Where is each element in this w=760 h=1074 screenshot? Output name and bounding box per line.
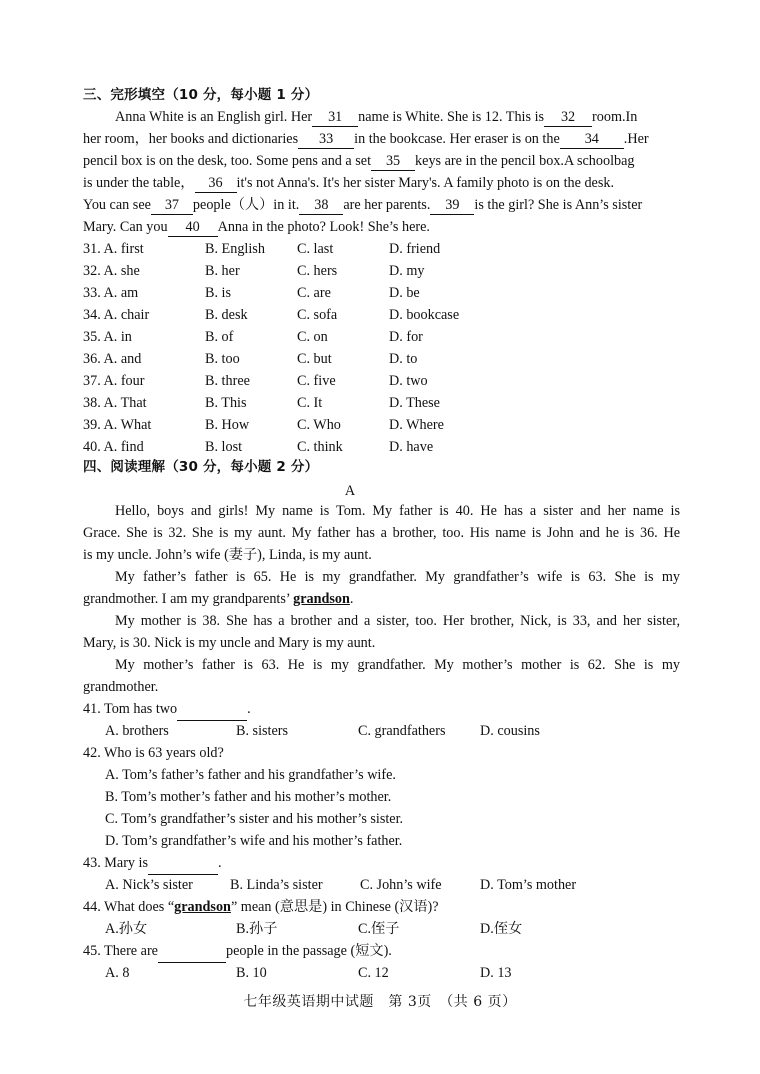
- passage-line-5: grandmother. I am my grandparents’ grandson.: [83, 591, 354, 607]
- option-36c: C. but: [297, 351, 332, 367]
- option-45d: D. 13: [480, 965, 512, 981]
- cloze-line-1: Anna White is an English girl. Her 31 name is White. She is 12. This is 32 room.In: [115, 109, 638, 125]
- cloze-line-4: is under the table， 36 it's not Anna's. It's her sister Mary's. A family photo is on the desk.: [83, 175, 614, 191]
- option-32a: 32. A. she: [83, 263, 140, 279]
- option-35a: 35. A. in: [83, 329, 132, 345]
- option-36d: D. to: [389, 351, 418, 367]
- option-35c: C. on: [297, 329, 328, 345]
- blank-31: 31: [312, 108, 358, 127]
- answer-blank-45: [158, 940, 226, 963]
- blank-36: 36: [195, 174, 237, 193]
- question-43: 43. Mary is .: [83, 852, 683, 875]
- option-33b: B. is: [205, 285, 232, 301]
- option-38d: D. These: [389, 395, 440, 411]
- option-42c: C. Tom’s grandfather’s sister and his mother’s sister.: [105, 811, 404, 827]
- option-43d: D. Tom’s mother: [480, 877, 577, 893]
- option-43a: A. Nick’s sister: [105, 877, 193, 893]
- grandson-word: grandson: [293, 591, 350, 607]
- option-42b: B. Tom’s mother’s father and his mother’s mother.: [105, 789, 392, 805]
- cloze-line-6: Mary. Can you 40 Anna in the photo? Look! She’s here.: [83, 219, 430, 235]
- option-36a: 36. A. and: [83, 351, 142, 367]
- passage-label: A: [344, 483, 356, 499]
- option-35b: B. of: [205, 329, 234, 345]
- option-41c: C. grandfathers: [358, 723, 446, 739]
- option-44b: B.孙子: [236, 921, 278, 937]
- option-38b: B. This: [205, 395, 247, 411]
- option-32d: D. my: [389, 263, 425, 279]
- grandson-word-q44: grandson: [174, 899, 231, 915]
- passage-line-4: My father’s father is 65. He is my grandfather. My grandfather’s wife is 63. She is my: [115, 569, 680, 585]
- option-39b: B. How: [205, 417, 250, 433]
- option-40d: D. have: [389, 439, 434, 455]
- section-4-title: 四、阅读理解（30 分，每小题 2 分）: [83, 459, 319, 475]
- option-44c: C.侄子: [358, 921, 400, 937]
- blank-32: 32: [544, 108, 592, 127]
- question-44: 44. What does “grandson” mean (意思是) in Chinese (汉语)?: [83, 899, 439, 915]
- option-37c: C. five: [297, 373, 336, 389]
- blank-33: 33: [298, 130, 354, 149]
- option-32b: B. her: [205, 263, 240, 279]
- option-36b: B. too: [205, 351, 240, 367]
- option-31b: B. English: [205, 241, 265, 257]
- option-31a: 31. A. first: [83, 241, 144, 257]
- option-33d: D. be: [389, 285, 420, 301]
- option-35d: D. for: [389, 329, 423, 345]
- option-31d: D. friend: [389, 241, 441, 257]
- cloze-line-3: pencil box is on the desk, too. Some pens and a set 35 keys are in the pencil box.A schoolbag: [83, 153, 635, 169]
- option-37b: B. three: [205, 373, 250, 389]
- option-34a: 34. A. chair: [83, 307, 150, 323]
- option-34b: B. desk: [205, 307, 248, 323]
- option-40a: 40. A. find: [83, 439, 144, 455]
- option-34d: D. bookcase: [389, 307, 460, 323]
- passage-line-9: grandmother.: [83, 679, 159, 695]
- option-40c: C. think: [297, 439, 343, 455]
- option-37d: D. two: [389, 373, 428, 389]
- option-45c: C. 12: [358, 965, 389, 981]
- cloze-line-5: You can see 37 people（人）in it. 38 are her parents. 39 is the girl? She is Ann’s sister: [83, 197, 643, 213]
- question-42: 42. Who is 63 years old?: [83, 745, 224, 761]
- option-44d: D.侄女: [480, 921, 523, 937]
- answer-blank-43: [148, 852, 218, 875]
- question-45: 45. There are people in the passage (短文).: [83, 940, 683, 963]
- option-38a: 38. A. That: [83, 395, 147, 411]
- option-32c: C. hers: [297, 263, 338, 279]
- option-39c: C. Who: [297, 417, 341, 433]
- option-42d: D. Tom’s grandfather’s wife and his mother’s father.: [105, 833, 403, 849]
- option-37a: 37. A. four: [83, 373, 145, 389]
- option-41b: B. sisters: [236, 723, 289, 739]
- passage-line-2: Grace. She is 32. She is my aunt. My father has a brother, too. His name is John and he is 36. He: [83, 525, 680, 541]
- option-41a: A. brothers: [105, 723, 169, 739]
- passage-line-8: My mother’s father is 63. He is my grandfather. My mother’s mother is 62. She is my: [115, 657, 680, 673]
- passage-line-7: Mary, is 30. Nick is my uncle and Mary is my aunt.: [83, 635, 376, 651]
- option-33c: C. are: [297, 285, 331, 301]
- option-40b: B. lost: [205, 439, 243, 455]
- option-33a: 33. A. am: [83, 285, 139, 301]
- section-3-title: 三、完形填空（10 分，每小题 1 分）: [83, 87, 319, 103]
- passage-line-1: Hello, boys and girls! My name is Tom. My father is 40. He has a sister and her name is: [115, 503, 680, 519]
- blank-37: 37: [151, 196, 193, 215]
- option-38c: C. It: [297, 395, 323, 411]
- option-41d: D. cousins: [480, 723, 540, 739]
- passage-line-6: My mother is 38. She has a brother and a sister, too. Her brother, Nick, is 33, and her sister,: [115, 613, 680, 629]
- page-footer: 七年级英语期中试题 第 3页 （共 6 页）: [243, 994, 517, 1010]
- option-43b: B. Linda’s sister: [230, 877, 323, 893]
- question-41: 41. Tom has two .: [83, 698, 683, 721]
- option-39a: 39. A. What: [83, 417, 152, 433]
- option-45b: B. 10: [236, 965, 267, 981]
- blank-40: 40: [168, 218, 218, 237]
- option-31c: C. last: [297, 241, 334, 257]
- option-34c: C. sofa: [297, 307, 338, 323]
- option-44a: A.孙女: [105, 921, 148, 937]
- option-45a: A. 8: [105, 965, 130, 981]
- answer-blank-41: [177, 698, 247, 721]
- blank-35: 35: [371, 152, 415, 171]
- option-43c: C. John’s wife: [360, 877, 442, 893]
- blank-38: 38: [299, 196, 343, 215]
- option-42a: A. Tom’s father’s father and his grandfather’s wife.: [105, 767, 396, 783]
- blank-39: 39: [430, 196, 474, 215]
- option-39d: D. Where: [389, 417, 444, 433]
- passage-line-3: is my uncle. John’s wife (妻子), Linda, is my aunt.: [83, 547, 372, 563]
- blank-34: 34: [560, 130, 624, 149]
- cloze-line-2: her room，her books and dictionaries 33 in the bookcase. Her eraser is on the 34 .Her: [83, 131, 649, 147]
